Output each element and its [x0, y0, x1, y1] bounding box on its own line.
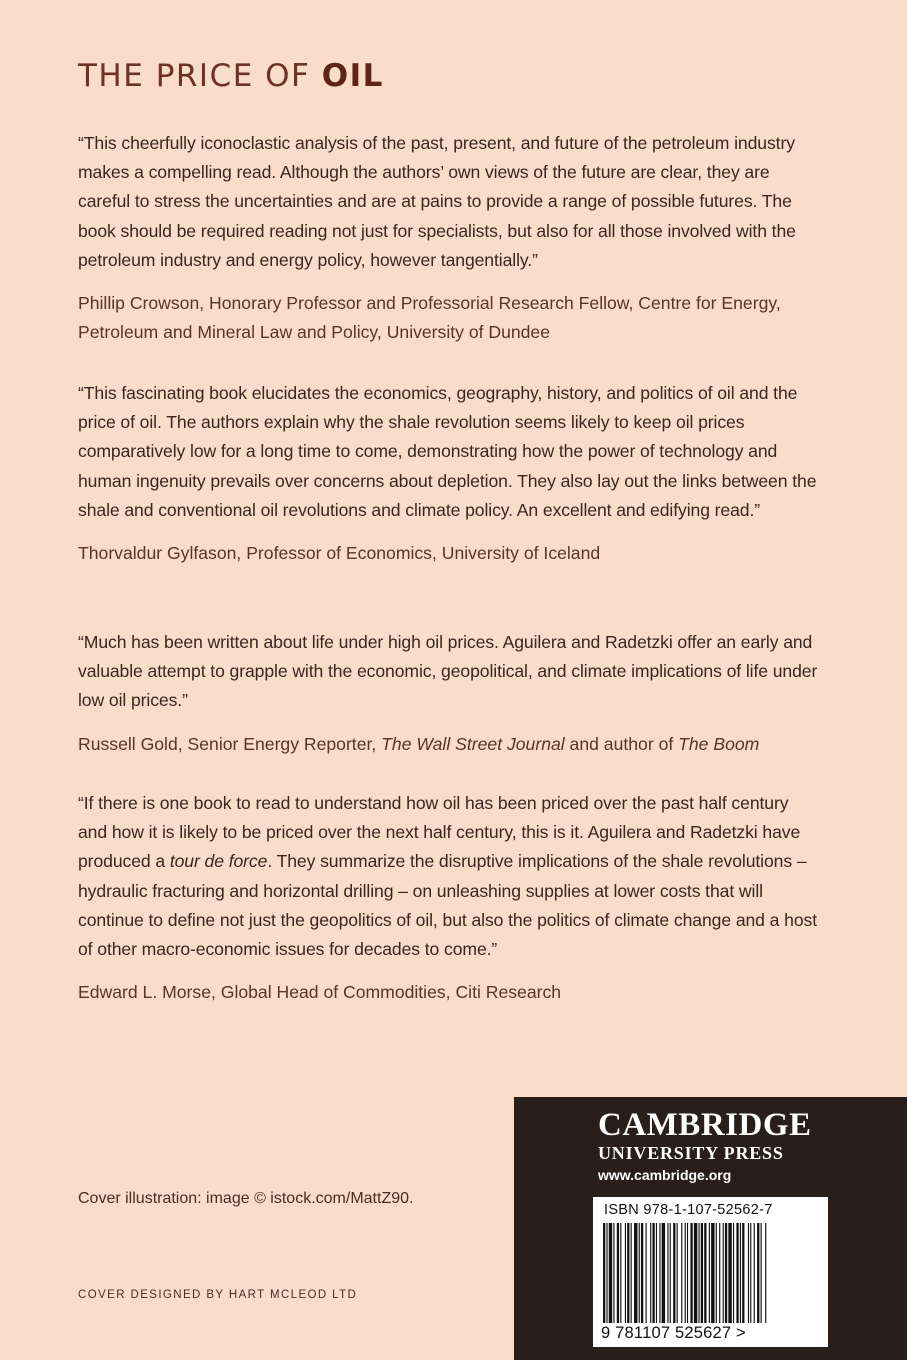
barcode-bar — [650, 1223, 651, 1323]
barcode-icon — [603, 1223, 818, 1323]
endorsement-2 — [78, 379, 818, 568]
barcode-bar — [631, 1223, 632, 1323]
barcode-bar — [754, 1223, 755, 1323]
barcode-bar — [725, 1223, 727, 1323]
barcode-bar — [677, 1223, 678, 1323]
barcode-bar — [603, 1223, 605, 1323]
barcode-bar — [701, 1223, 703, 1323]
barcode-bar — [670, 1223, 671, 1323]
barcode-bar — [641, 1223, 643, 1323]
barcode-bar — [634, 1223, 637, 1323]
barcode-bar — [609, 1223, 612, 1323]
endorsement-1 — [78, 129, 818, 347]
book-name: The Boom — [678, 733, 760, 754]
barcode-bar — [667, 1223, 668, 1323]
publisher-name: CAMBRIDGE — [598, 1107, 812, 1143]
barcode-bar — [606, 1223, 607, 1323]
title-bold: OIL — [321, 58, 384, 94]
quote-text-before: “If there is one book to read to understand how oil has been priced over the past half century and how it is likely to be priced over the next half century, this is it. Aguilera and Radetzki have produced a — [78, 793, 801, 872]
barcode-bar — [742, 1223, 744, 1323]
endorsement-4 — [78, 789, 818, 1007]
quote-text-after: . They summarize the disruptive implications of the shale revolutions – hydraulic fracturing and horizontal drilling – on unleashing supplies at lower costs that will continue to define not just the geopolitics of oil, but also the politics of climate change and a host of other macro-economic issues for decades to come.” — [78, 851, 817, 960]
barcode-bar — [656, 1223, 657, 1323]
barcode-bar — [698, 1223, 699, 1323]
endorsement-3 — [78, 628, 818, 759]
barcode-bar — [757, 1223, 759, 1323]
barcode-bar — [685, 1223, 686, 1323]
barcode-bar — [761, 1223, 762, 1323]
barcode-bar — [617, 1223, 619, 1323]
barcode-bar — [719, 1223, 720, 1323]
publisher-panel — [514, 1097, 907, 1360]
publisher-url: www.cambridge.org — [598, 1167, 732, 1183]
barcode-bar — [711, 1223, 714, 1323]
quote-text-italic: tour de force — [169, 851, 268, 872]
barcode-bar — [662, 1223, 665, 1323]
attribution-prefix: Russell Gold, Senior Energy Reporter, — [78, 733, 382, 754]
barcode-bar — [687, 1223, 688, 1323]
endorsement-quote: “This cheerfully iconoclastic analysis of the past, present, and future of the petroleum industry makes a compelling read. Although the authors’ own views of the future are clear, they are careful to stress the uncertainties and are at pains to provide a range of possible futures. The book should be required reading not just for specialists, but also for all those involved with the petroleum industry and energy policy, however tangentially.” — [78, 133, 796, 270]
barcode-bar — [620, 1223, 621, 1323]
barcode-bar — [704, 1223, 706, 1323]
barcode-bar — [625, 1223, 626, 1323]
barcode-bar — [681, 1223, 682, 1323]
barcode-bar — [750, 1223, 751, 1323]
barcode-bar — [728, 1223, 731, 1323]
endorsement-attribution: Edward L. Morse, Global Head of Commodities, Citi Research — [78, 982, 562, 1003]
endorsement-attribution — [78, 730, 818, 759]
endorsement-quote — [78, 789, 818, 964]
isbn-label: ISBN 978-1-107-52562-7 — [604, 1202, 773, 1218]
barcode-bar — [627, 1223, 629, 1323]
publisher-subtitle: UNIVERSITY PRESS — [598, 1143, 784, 1163]
barcode-bar — [723, 1223, 724, 1323]
barcode-bar — [736, 1223, 738, 1323]
barcode-bar — [613, 1223, 614, 1323]
cover-designer-credit: COVER DESIGNED BY HART MCLEOD LTD — [78, 1289, 358, 1301]
barcode-bar — [716, 1223, 717, 1323]
barcode-bar — [740, 1223, 741, 1323]
barcode-bar — [694, 1223, 697, 1323]
barcode-bar — [639, 1223, 640, 1323]
barcode-bar — [659, 1223, 660, 1323]
publication-name: The Wall Street Journal — [381, 733, 565, 754]
barcode-bar — [765, 1223, 766, 1323]
title-regular: THE PRICE OF — [78, 58, 322, 94]
endorsement-quote: “This fascinating book elucidates the economics, geography, history, and politics of oil and the price of oil. The authors explain why the shale revolution seems likely to keep oil prices comparatively low for a long time to come, demonstrating how the power of technology and human ingenuity prevails over concerns about depletion. They also lay out the links between the shale and conventional oil revolutions and climate policy. An excellent and edifying read.” — [78, 383, 817, 520]
isbn-barcode — [593, 1197, 828, 1347]
barcode-bar — [646, 1223, 647, 1323]
attribution-middle: and author of — [564, 733, 679, 754]
cover-illustration-credit: Cover illustration: image © istock.com/MattZ90. — [78, 1190, 414, 1207]
endorsement-attribution: Thorvaldur Gylfason, Professor of Economics, University of Iceland — [78, 543, 601, 564]
barcode-bar — [733, 1223, 734, 1323]
barcode-bar — [748, 1223, 749, 1323]
barcode-bar — [690, 1223, 692, 1323]
barcode-bar — [673, 1223, 675, 1323]
barcode-digits: 9 781107 525627 > — [601, 1324, 746, 1342]
endorsement-attribution: Phillip Crowson, Honorary Professor and Professorial Research Fellow, Centre for Energy, Petroleum and Mineral Law and Policy, University of Dundee — [78, 293, 781, 343]
barcode-bar — [652, 1223, 654, 1323]
barcode-bar — [709, 1223, 710, 1323]
book-title — [78, 58, 384, 94]
endorsement-quote: “Much has been written about life under high oil prices. Aguilera and Radetzki offer an early and valuable attempt to grapple with the economic, geopolitical, and climate implications of life under low oil prices.” — [78, 632, 818, 711]
